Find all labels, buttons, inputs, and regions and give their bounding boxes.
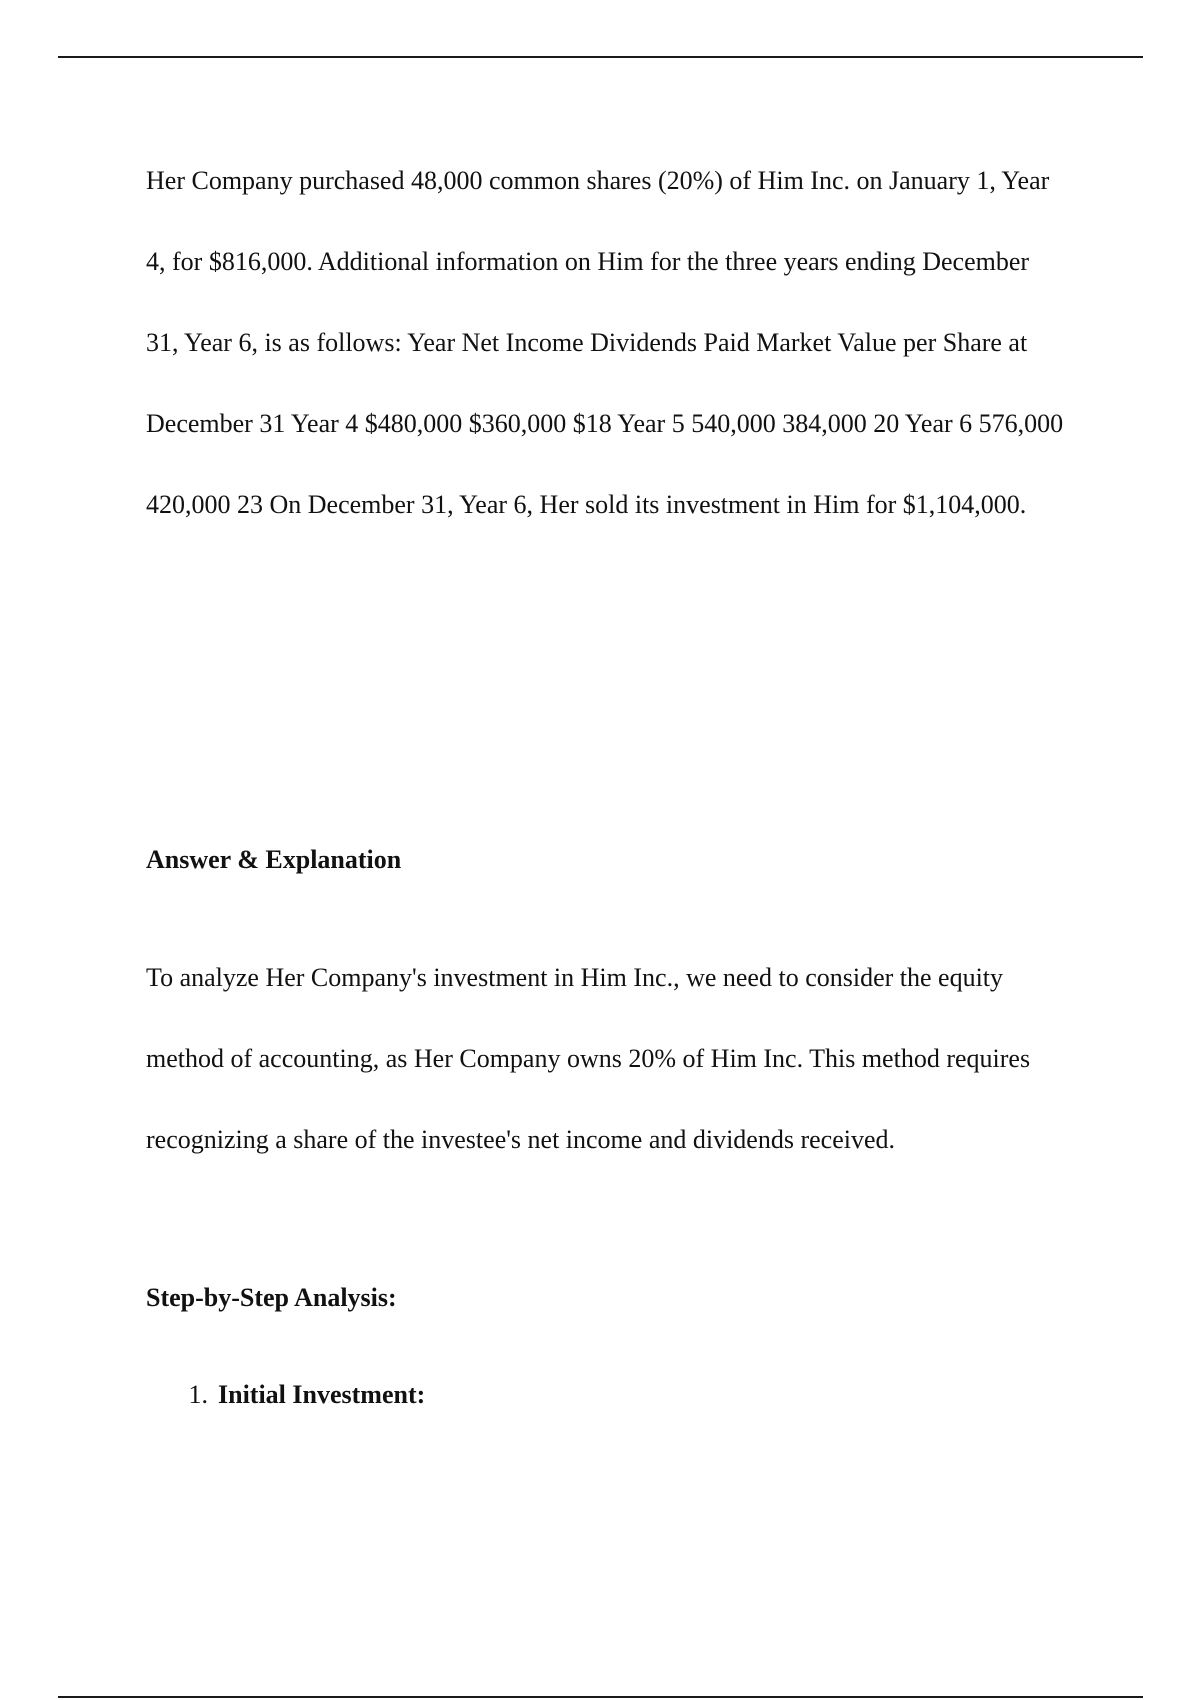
step-item — [146, 1375, 425, 1415]
step-analysis-heading: Step-by-Step Analysis: — [146, 1283, 397, 1312]
answer-heading: Answer & Explanation — [146, 845, 402, 874]
document-body — [146, 140, 1066, 1409]
answer-intro-paragraph: To analyze Her Company's investment in Him Inc., we need to consider the equity method of accounting, as Her Company owns 20% of Him Inc. This method requires recognizing a share of the investee's net income and dividends received. — [146, 963, 1031, 1154]
step-label: Initial Investment: — [218, 1380, 426, 1409]
question-paragraph: Her Company purchased 48,000 common shares (20%) of Him Inc. on January 1, Year 4, for $816,000. Additional information on Him for the three years ending December 31, Year 6, is as follows: Year Net Income Dividends Paid Market Value per Share at December 31 Year 4 $480,000 $360,000 $18 Year 5 540,000 384,000 20 Year 6 576,000 420,000 23 On December 31, Year 6, Her sold its investment in Him for $1,104,000. — [146, 166, 1064, 519]
top-rule — [58, 56, 1143, 58]
bottom-rule — [58, 1696, 1143, 1698]
step-list — [146, 1375, 425, 1415]
step-number: 1. — [188, 1380, 208, 1409]
